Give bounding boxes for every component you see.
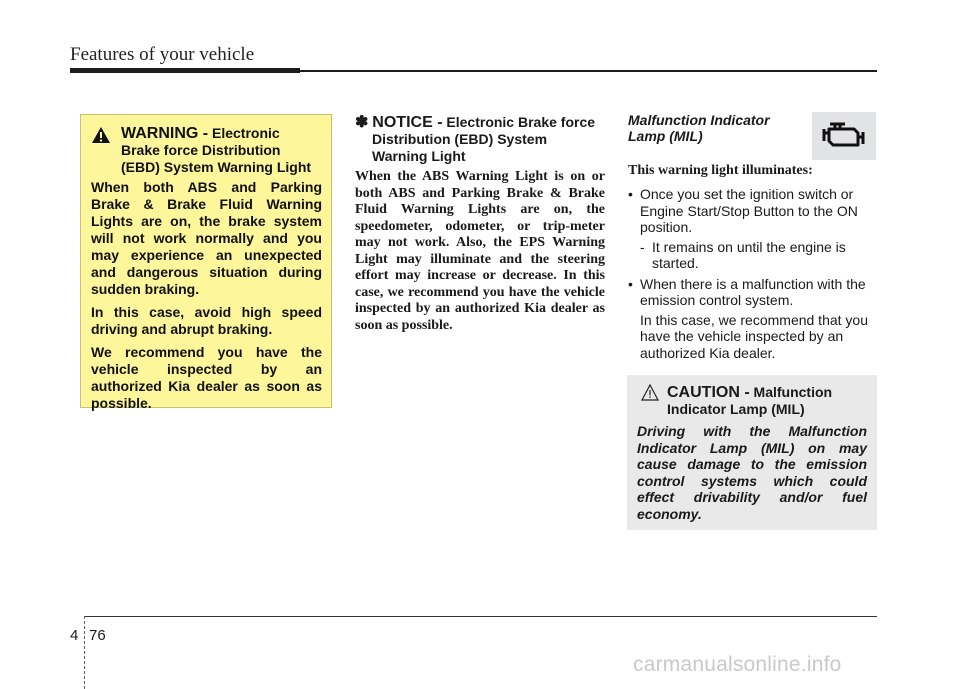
warning-heading (91, 125, 322, 176)
bullet-glyph: • (628, 275, 633, 292)
section-number: 4 (70, 627, 79, 644)
engine-check-icon (819, 120, 869, 152)
warning-paragraph: When both ABS and Parking Brake & Brake Fluid Warning Lights are on, the brake system will not work normally and you may experience an unexpected and dangerous situation during sudden braking. (91, 179, 322, 297)
watermark: carmanualsonline.info (633, 653, 842, 676)
header-rule-thick (70, 68, 300, 73)
footer-rule (84, 616, 877, 617)
warning-paragraph: We recommend you have the vehicle inspected by an authorized Kia dealer as soon as possible. (91, 344, 322, 411)
page-header-title: Features of your vehicle (70, 44, 255, 65)
mil-illuminates-label: This warning light illuminates: (628, 163, 813, 178)
footer-divider (84, 616, 85, 689)
list-item-paragraph: In this case, we recommend that you have the vehicle inspected by an authorized Kia dealer. (640, 311, 868, 361)
notice-subject: Electronic Brake force Distribution (EBD) System Warning Light (372, 114, 596, 164)
engine-check-icon-box (812, 112, 876, 160)
list-item-text: When there is a malfunction with the emission control system. (640, 275, 866, 308)
caution-triangle-icon (641, 384, 659, 401)
bullet-glyph: • (628, 186, 633, 202)
caution-keyword: CAUTION - (667, 384, 750, 401)
notice-section (355, 114, 605, 334)
caution-subject: Malfunction Indicator Lamp (MIL) (667, 384, 833, 417)
list-item (628, 276, 878, 309)
list-item-text: Once you set the ignition switch or Engine Start/Stop Button to the ON position. (640, 186, 858, 235)
dash-glyph: - (640, 238, 645, 255)
header-rule (300, 70, 877, 72)
warning-keyword: WARNING - (121, 125, 209, 142)
mil-list (628, 186, 878, 361)
warning-paragraph: In this case, avoid high speed driving and abrupt braking. (91, 304, 322, 337)
warning-box (80, 114, 332, 411)
notice-keyword: NOTICE - (372, 114, 443, 131)
caution-heading (637, 384, 867, 418)
warning-subject: Electronic Brake force Distribution (EBD) System Warning Light (121, 125, 312, 175)
warning-triangle-icon (91, 126, 111, 144)
notice-symbol: ✽ (355, 114, 369, 131)
mil-title: Malfunction Indicator Lamp (MIL) (628, 112, 770, 144)
caution-box (627, 375, 877, 530)
caution-body: Driving with the Malfunction Indicator Lamp (MIL) on may cause damage to the emission control systems which could effect drivability and/or fuel economy. (637, 423, 867, 522)
notice-body: When the ABS Warning Light is on or both ABS and Parking Brake & Brake Fluid Warning Lights are on, the speedometer, odometer, or trip-meter may not work. Also, the EPS Warning Light may illuminate and the steering effort may increase or decrease. In this case, we recommend you have the vehicle inspected by an authorized Kia dealer as soon as possible. (355, 169, 605, 333)
list-subitem-text: It remains on until the engine is started. (652, 238, 846, 271)
list-item (628, 186, 878, 236)
notice-heading (355, 114, 605, 165)
page-number: 76 (89, 627, 106, 644)
list-subitem (628, 239, 878, 272)
